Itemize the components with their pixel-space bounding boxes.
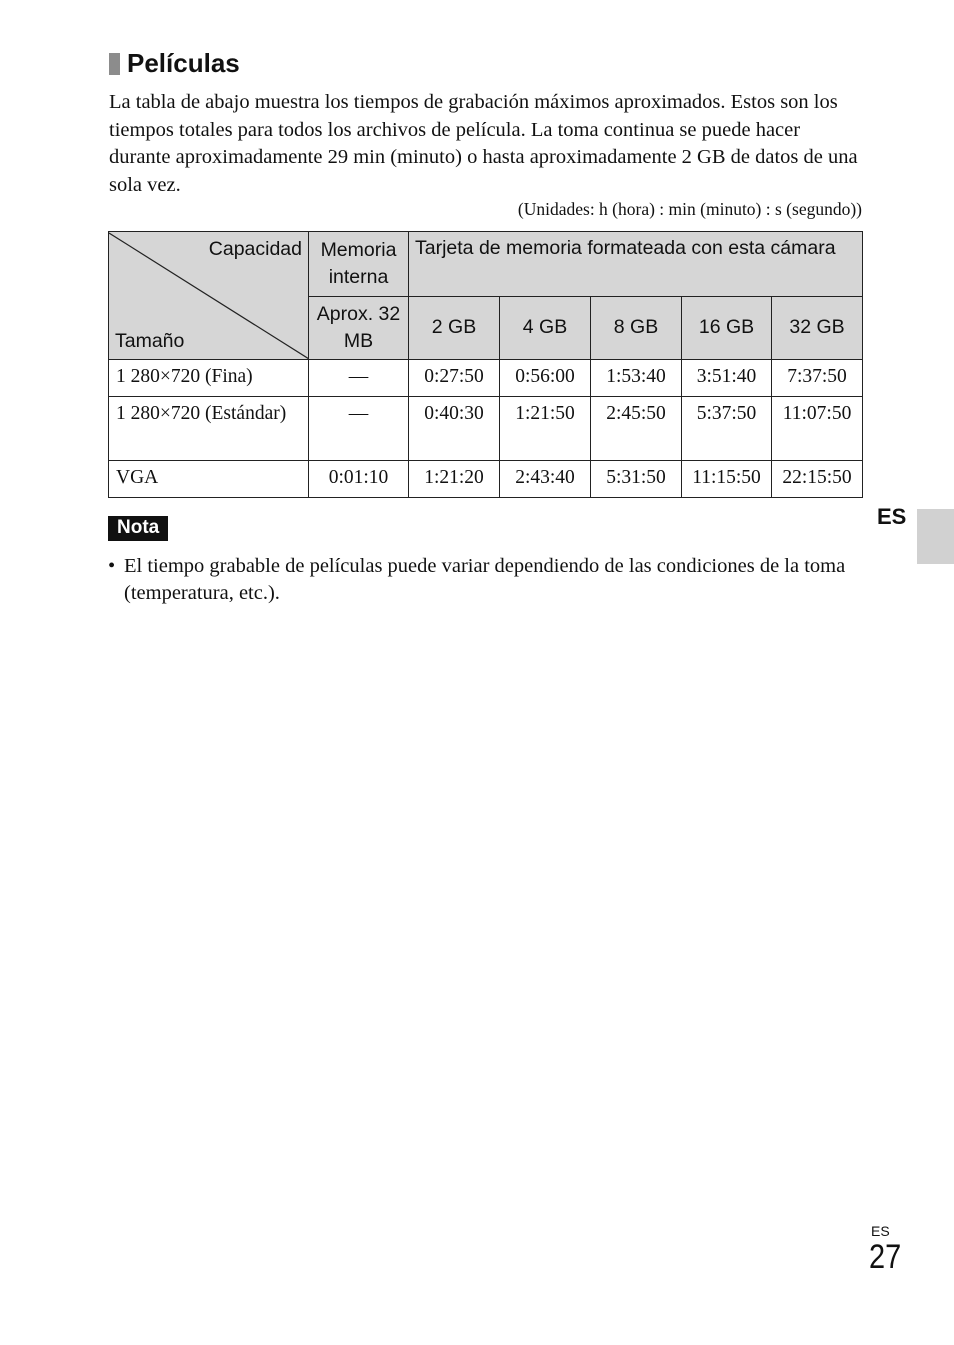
internal-capacity-header: Aprox. 32 MB — [309, 296, 409, 360]
language-tab — [917, 509, 954, 564]
table-cell: 0:01:10 — [309, 461, 409, 498]
corner-size-label: Tamaño — [115, 330, 185, 352]
table-cell: — — [309, 360, 409, 397]
table-row — [109, 397, 863, 461]
card-size-header: 2 GB — [409, 296, 500, 360]
table-cell: 1:21:50 — [500, 397, 591, 461]
title-marker-icon — [109, 53, 120, 75]
table-cell: 5:37:50 — [682, 397, 772, 461]
corner-capacity-label: Capacidad — [208, 238, 302, 260]
row-label: 1 280×720 (Fina) — [109, 360, 309, 397]
table-cell: 11:07:50 — [772, 397, 863, 461]
note-list — [108, 553, 868, 607]
intro-paragraph: La tabla de abajo muestra los tiempos de grabación máximos aproximados. Estos son los tiempos totales para todos los archivos de película. La toma continua se puede hacer durante aproximadamente 29 min (minuto) o hasta aproximadamente 2 GB de datos de una sola vez. — [109, 91, 858, 196]
table-row — [109, 360, 863, 397]
note-badge: Nota — [108, 516, 168, 541]
internal-memory-header: Memoria interna — [309, 232, 409, 297]
card-size-header: 32 GB — [772, 296, 863, 360]
memory-card-header: Tarjeta de memoria formateada con esta cámara — [409, 232, 863, 297]
page-number: 27 — [869, 1238, 902, 1276]
table-cell: 5:31:50 — [591, 461, 682, 498]
table-row — [109, 461, 863, 498]
table-cell: 0:27:50 — [409, 360, 500, 397]
table-cell: 7:37:50 — [772, 360, 863, 397]
table-cell: 1:53:40 — [591, 360, 682, 397]
table-cell: — — [309, 397, 409, 461]
note-item: • El tiempo grabable de películas puede variar dependiendo de las condiciones de la toma (temperatura, etc.). — [108, 553, 868, 607]
table-cell: 3:51:40 — [682, 360, 772, 397]
table-cell: 1:21:20 — [409, 461, 500, 498]
card-size-header: 4 GB — [500, 296, 591, 360]
section-title-text: Películas — [127, 48, 240, 78]
table-cell: 22:15:50 — [772, 461, 863, 498]
table-cell: 0:40:30 — [409, 397, 500, 461]
footer-language: ES — [871, 1223, 890, 1239]
section-title — [109, 48, 240, 79]
table-corner-header — [109, 232, 309, 360]
units-note: (Unidades: h (hora) : min (minuto) : s (segundo)) — [517, 199, 862, 219]
card-size-header: 8 GB — [591, 296, 682, 360]
language-tab-label: ES — [877, 504, 907, 529]
card-size-header: 16 GB — [682, 296, 772, 360]
recording-time-table — [108, 231, 863, 498]
table-cell: 2:43:40 — [500, 461, 591, 498]
row-label: 1 280×720 (Estándar) — [109, 397, 309, 461]
table-cell: 11:15:50 — [682, 461, 772, 498]
row-label: VGA — [109, 461, 309, 498]
table-cell: 0:56:00 — [500, 360, 591, 397]
table-cell: 2:45:50 — [591, 397, 682, 461]
